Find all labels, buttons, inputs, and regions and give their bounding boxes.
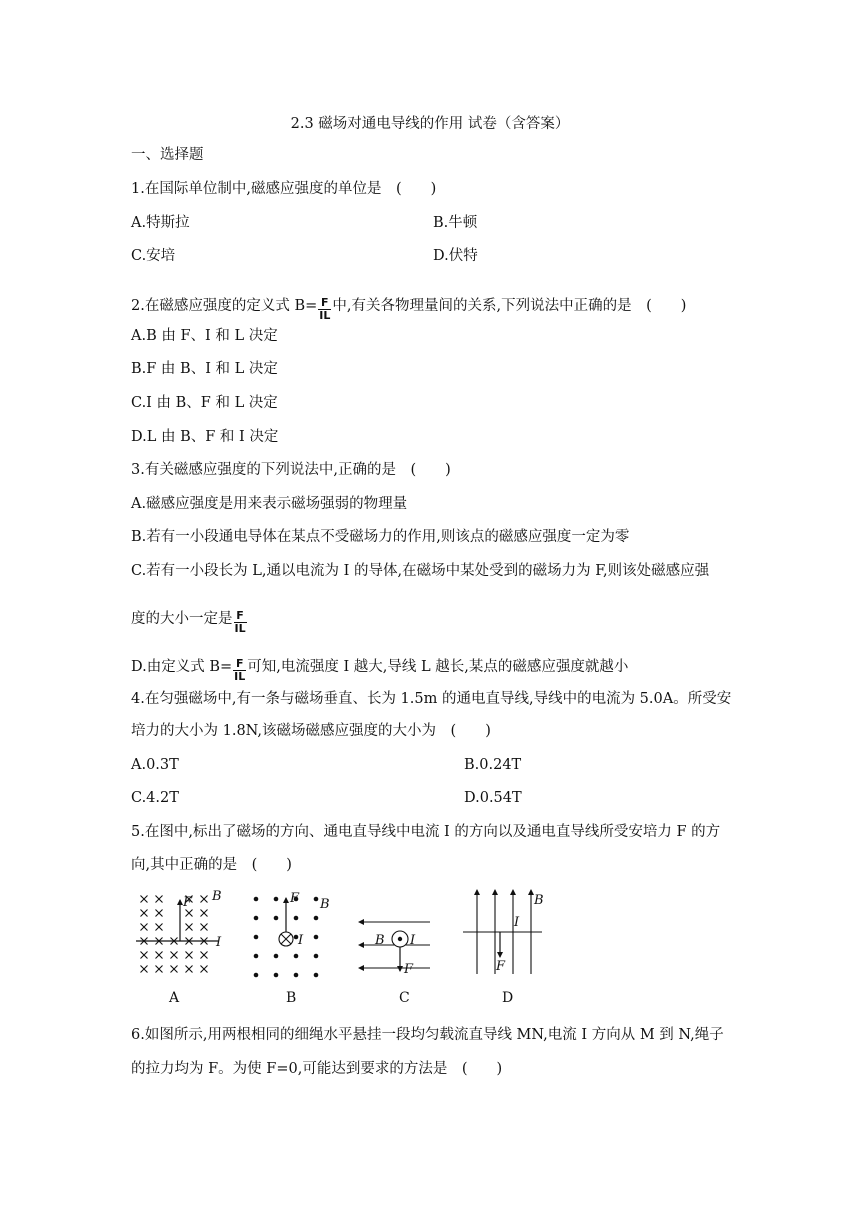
figure-b-caption: B	[286, 990, 297, 1006]
field-into-page-mark	[156, 896, 163, 903]
field-into-page-mark	[201, 966, 208, 973]
q2-stem-post: 中,有关各物理量间的关系,下列说法中正确的是 ( )	[332, 298, 687, 314]
page-title: 2.3 磁场对通电导线的作用 试卷（含答案）	[290, 116, 570, 132]
figure-d-caption: D	[502, 990, 514, 1006]
figure-c-caption: C	[399, 990, 410, 1006]
q3-option-c-line2	[131, 610, 248, 635]
field-out-of-page-dot	[294, 916, 299, 921]
field-into-page-mark	[156, 952, 163, 959]
figure-d-label-f: F	[496, 959, 506, 974]
fraction-numerator: F	[318, 297, 331, 310]
figure-c-label-b: B	[375, 933, 385, 948]
q3-c-text: 度的大小一定是	[131, 611, 233, 627]
figure-d-label-i: I	[514, 915, 520, 930]
field-out-of-page-dot	[254, 935, 259, 940]
q2-option-d: D.L 由 B、F 和 I 决定	[131, 429, 279, 445]
figure-b-label-i: I	[298, 933, 304, 948]
q3-option-a: A.磁感应强度是用来表示磁场强弱的物理量	[131, 496, 408, 512]
field-into-page-mark	[171, 952, 178, 959]
q3-d-post: 可知,电流强度 I 越大,导线 L 越长,某点的磁感应强度就越小	[247, 659, 629, 675]
fraction-numerator: F	[234, 610, 247, 623]
figure-c-label-i: I	[410, 933, 416, 948]
figure-a-caption: A	[169, 990, 180, 1006]
q3-stem: 3.有关磁感应强度的下列说法中,正确的是 ( )	[131, 462, 451, 478]
q4-option-b: B.0.24T	[464, 757, 522, 773]
q5-stem-line2: 向,其中正确的是 ( )	[131, 857, 292, 873]
field-into-page-mark	[156, 924, 163, 931]
q4-stem-line1: 4.在匀强磁场中,有一条与磁场垂直、长为 1.5m 的通电直导线,导线中的电流为 5.0A。所受安	[131, 691, 732, 707]
q1-option-c: C.安培	[131, 248, 176, 264]
fraction-denominator: IL	[234, 622, 246, 635]
field-into-page-mark	[186, 966, 193, 973]
q3-option-d	[131, 658, 628, 683]
fraction-denominator: IL	[319, 309, 331, 322]
q6-stem-line1: 6.如图所示,用两根相同的细绳水平悬挂一段均匀载流直导线 MN,电流 I 方向从 M 到 N,绳子	[131, 1027, 724, 1043]
field-out-of-page-dot	[314, 916, 319, 921]
q1-stem: 1.在国际单位制中,磁感应强度的单位是 ( )	[131, 181, 437, 197]
field-out-of-page-dot	[314, 935, 319, 940]
q2-option-c: C.I 由 B、F 和 L 决定	[131, 395, 278, 411]
q2-option-b: B.F 由 B、I 和 L 决定	[131, 361, 278, 377]
field-into-page-mark	[186, 924, 193, 931]
field-out-of-page-dot	[314, 897, 319, 902]
field-into-page-mark	[171, 966, 178, 973]
q3-d-fraction	[233, 658, 246, 683]
figure-b-label-b: B	[320, 897, 330, 912]
figure-d-label-b: B	[534, 893, 544, 908]
figure-a-label-i: I	[216, 935, 222, 950]
field-out-of-page-dot	[274, 954, 279, 959]
field-into-page-mark	[156, 966, 163, 973]
q1-option-b: B.牛顿	[433, 215, 478, 231]
figure-a-label-b: B	[212, 889, 222, 904]
q3-c-fraction	[234, 610, 247, 635]
field-into-page-mark	[141, 924, 148, 931]
field-out-of-page-dot	[254, 916, 259, 921]
field-out-of-page-dot	[274, 973, 279, 978]
q5-figures	[130, 884, 560, 1010]
field-out-of-page-dot	[254, 973, 259, 978]
field-into-page-mark	[186, 910, 193, 917]
q6-stem-line2: 的拉力均为 F。为使 F=0,可能达到要求的方法是 ( )	[131, 1061, 503, 1077]
field-into-page-mark	[201, 896, 208, 903]
q2-stem	[131, 297, 686, 322]
field-out-of-page-dot	[254, 954, 259, 959]
q4-option-a: A.0.3T	[131, 757, 179, 773]
field-out-of-page-dot	[274, 897, 279, 902]
field-into-page-mark	[201, 924, 208, 931]
field-out-of-page-dot	[294, 973, 299, 978]
field-out-of-page-dot	[274, 916, 279, 921]
section-heading: 一、选择题	[131, 147, 204, 163]
field-out-of-page-dot	[254, 897, 259, 902]
field-into-page-mark	[141, 910, 148, 917]
figure-b	[254, 891, 330, 1006]
field-out-of-page-dot	[294, 954, 299, 959]
field-into-page-mark	[141, 896, 148, 903]
field-into-page-mark	[201, 910, 208, 917]
q4-stem-line2: 培力的大小为 1.8N,该磁场磁感应强度的大小为 ( )	[131, 723, 491, 739]
figure-a-label-f: F	[183, 895, 193, 910]
figure-c-label-f: F	[404, 962, 414, 977]
field-out-of-page-dot	[314, 954, 319, 959]
field-out-of-page-dot	[314, 973, 319, 978]
figure-c	[359, 922, 430, 1006]
field-into-page-mark	[186, 952, 193, 959]
q2-stem-pre: 2.在磁感应强度的定义式 B=	[131, 298, 318, 314]
q1-option-a: A.特斯拉	[131, 215, 190, 231]
q2-option-a: A.B 由 F、I 和 L 决定	[131, 328, 278, 344]
fraction-denominator: IL	[234, 670, 246, 683]
q4-option-c: C.4.2T	[131, 790, 179, 806]
field-into-page-mark	[156, 910, 163, 917]
q4-option-d: D.0.54T	[464, 790, 522, 806]
field-into-page-mark	[201, 952, 208, 959]
figure-d	[463, 890, 544, 1006]
figure-a	[136, 889, 222, 1006]
q3-option-c-line1: C.若有一小段长为 L,通以电流为 I 的导体,在磁场中某处受到的磁场力为 F,则该处磁感应强	[131, 563, 710, 579]
q5-stem-line1: 5.在图中,标出了磁场的方向、通电直导线中电流 I 的方向以及通电直导线所受安培力 F 的方	[131, 824, 721, 840]
fraction-numerator: F	[233, 658, 246, 671]
figure-b-label-f: F	[290, 891, 300, 906]
q1-option-d: D.伏特	[433, 248, 478, 264]
field-into-page-mark	[141, 952, 148, 959]
q2-fraction	[318, 297, 331, 322]
q3-d-pre: D.由定义式 B=	[131, 659, 233, 675]
q3-option-b: B.若有一小段通电导体在某点不受磁场力的作用,则该点的磁感应强度一定为零	[131, 529, 630, 545]
field-into-page-mark	[141, 966, 148, 973]
